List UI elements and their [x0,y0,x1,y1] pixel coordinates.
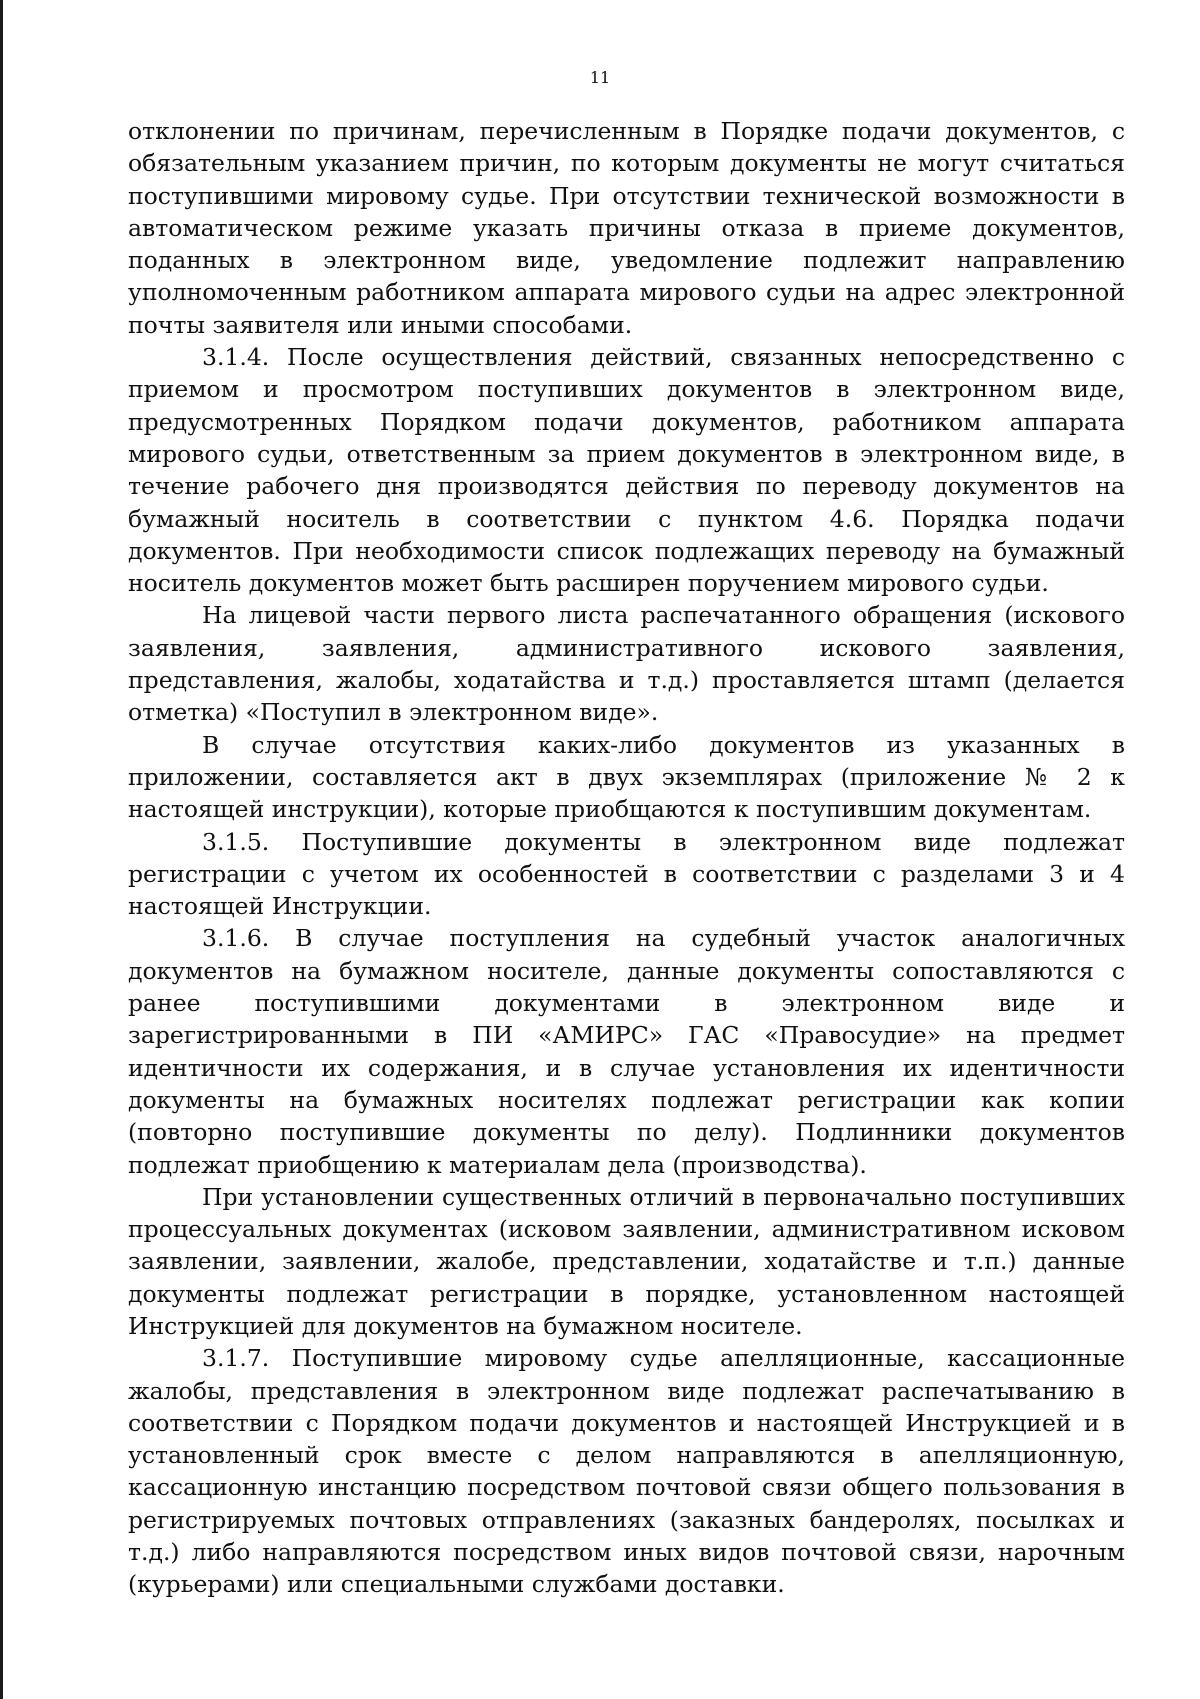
paragraph-3-1-4: 3.1.4. После осуществления действий, связанных непосредственно с приемом и просмотром поступивших документов в электронном виде, предусмотренных Порядком подачи документов, работником аппарата мирового судьи, ответственным за прием документов в электронном виде, в течение рабочего дня производятся действия по переводу документов на бумажный носитель в соответствии с пунктом 4.6. Порядка подачи документов. При необходимости список подлежащих переводу на бумажный носитель документов может быть расширен поручением мирового судьи. [128,343,1125,598]
paragraph-3-1-7: 3.1.7. Поступившие мировому судье апелляционные, кассационные жалобы, представления в электронном виде подлежат распечатыванию в соответствии с Порядком подачи документов и настоящей Инструкцией и в установленный срок вместе с делом направляются в апелляционную, кассационную инстанцию посредством почтовой связи общего пользования в регистрируемых почтовых отправлениях (заказных бандеролях, посылках и т.д.) либо направляются посредством иных видов почтовой связи, нарочным (курьерами) или специальными службами доставки. [128,1344,1125,1599]
document-body [128,115,1125,1601]
scan-edge-shadow [0,0,3,1699]
paragraph-continuation: отклонении по причинам, перечисленным в Порядке подачи документов, с обязательным указанием причин, по которым документы не могут считаться поступившими мировому судье. При отсутствии технической возможности в автоматическом режиме указать причины отказа в приеме документов, поданных в электронном виде, уведомление подлежит направлению уполномоченным работником аппарата мирового судьи на адрес электронной почты заявителя или иными способами. [128,117,1125,339]
paragraph-3-1-6: 3.1.6. В случае поступления на судебный участок аналогичных документов на бумажном носителе, данные документы сопоставляются с ранее поступившими документами в электронном виде и зарегистрированными в ПИ «АМИРС» ГАС «Правосудие» на предмет идентичности их содержания, и в случае установления их идентичности документы на бумажных носителях подлежат регистрации как копии (повторно поступившие документы по делу). Подлинники документов подлежат приобщению к материалам дела (производства). [128,924,1125,1179]
paragraph-missing-documents: В случае отсутствия каких-либо документов из указанных в приложении, составляется акт в двух экземплярах (приложение № 2 к настоящей инструкции), которые приобщаются к поступившим документам. [128,730,1125,824]
paragraph-differences: При установлении существенных отличий в первоначально поступивших процессуальных документах (исковом заявлении, административном исковом заявлении, заявлении, жалобе, представлении, ходатайстве и т.п.) данные документы подлежат регистрации в порядке, установленном настоящей Инструкцией для документов на бумажном носителе. [128,1182,1125,1340]
paragraph-stamp: На лицевой части первого листа распечатанного обращения (искового заявления, заявления, административного искового заявления, представления, жалобы, ходатайства и т.д.) проставляется штамп (делается отметка) «Поступил в электронном виде». [128,601,1125,727]
paragraph-3-1-5: 3.1.5. Поступившие документы в электронном виде подлежат регистрации с учетом их особенностей в соответствии с разделами 3 и 4 настоящей Инструкции. [128,827,1125,921]
page-number: 11 [589,68,611,87]
